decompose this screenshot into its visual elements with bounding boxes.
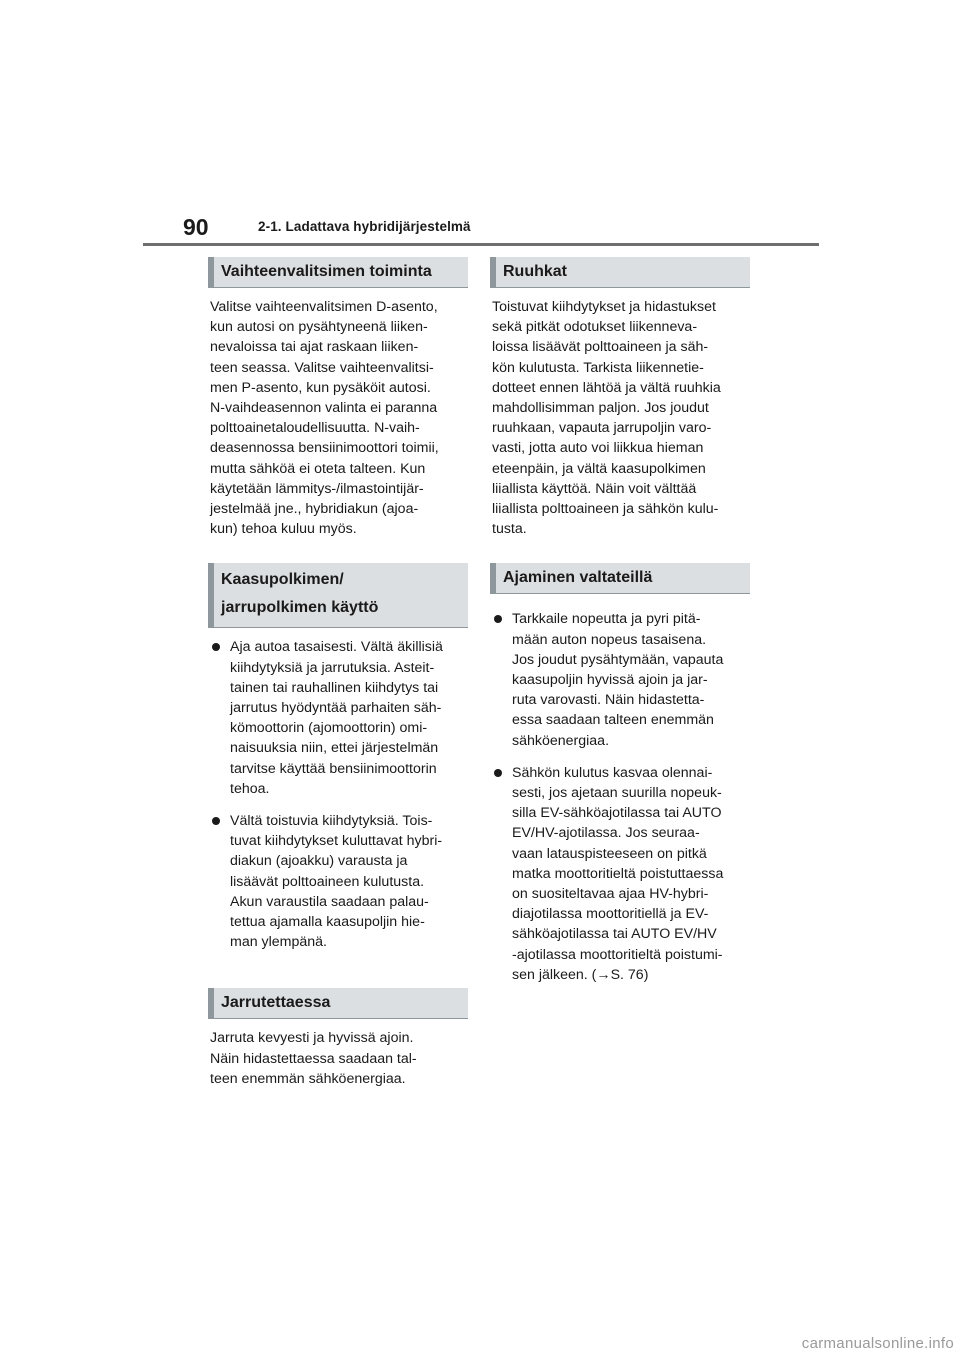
bullet-icon (494, 615, 502, 623)
paragraph-ruuhkat: Toistuvat kiihdytykset ja hidastukset sekä pitkät odotukset liikenneva- loissa lisäävät polttoaineen ja säh- kön kulutusta. Tarkista liikennetie- dotteet ennen lähtöä ja vältä ruuhkia mahdollisimman paljon. Jos joudut ruuhkaan, vapauta jarrupoljin varo- vasti, jotta auto voi liikkua hieman eteenpäin, ja vältä kaasupolkimen liiallista käyttöä. Näin voit välttää liiallista polttoaineen ja sähkön kulu- tusta. (492, 299, 721, 538)
bullet-icon (212, 817, 220, 825)
section-heading-valtatiet: Ajaminen valtateillä (490, 563, 750, 594)
watermark: carmanualsonline.info (801, 1335, 954, 1352)
header-rule (143, 243, 819, 246)
section-heading-jarrutettaessa: Jarrutettaessa (208, 988, 468, 1019)
list-item: Sähkön kulutus kasvaa olennai- sesti, jos ajetaan suurilla nopeuk- silla EV-sähköajotilassa tai AUTO EV/HV-ajotilassa. Jos seuraa- vaan latauspisteeseen on pitkä matka moottoritieltä poistuttaessa on suositeltavaa ajaa HV-hybri- diajotilassa moottoritiellä ja EV- sähköajotilassa tai AUTO EV/HV -ajotilassa moottoritieltä poistumi- sen jälkeen. (→S. 76) (492, 763, 750, 985)
paragraph-vaihteenvalitsin: Valitse vaihteenvalitsimen D-asento, kun autosi on pysähtyneenä liiken- nevaloissa tai ajat raskaan liiken- teen seassa. Valitse vaihteenvalitsi- men P-asento, kun pysäköit autosi. N-vaihdeasennon valinta ei paranna polttoainetaloudellisuutta. N-vaih- deasennossa bensiinimoottori toimii, mutta sähköä ei oteta talteen. Kun käytetään lämmitys-/ilmastointijär- jestelmää jne., hybridiakun (ajoa- kun) tehoa kuluu myös. (210, 299, 439, 538)
section-heading-polkimet: Kaasupolkimen/ jarrupolkimen käyttö (208, 563, 468, 628)
right-column (490, 257, 750, 997)
page-number: 90 (183, 214, 209, 240)
bullet-icon (494, 769, 502, 777)
left-column (208, 257, 468, 1089)
list-item: Aja autoa tasaisesti. Vältä äkillisiä kiihdytyksiä ja jarrutuksia. Asteit- tainen tai rauhallinen kiihdytys tai jarrutus hyödyntää parhaiten säh- kömoottorin (ajomoottorin) omi- naisuuksia niin, ettei järjestelmän tarvitse käyttää bensiinimoottorin tehoa. (210, 637, 468, 799)
list-item: Vältä toistuvia kiihdytyksiä. Tois- tuvat kiihdytykset kuluttavat hybri- diakun (ajoakku) varausta ja lisäävät polttoaineen kulutusta. Akun varaustila saadaan palau- tettua ajamalla kaasupoljin hie- man ylempänä. (210, 811, 468, 952)
section-heading-ruuhkat: Ruuhkat (490, 257, 750, 288)
paragraph-jarrutettaessa: Jarruta kevyesti ja hyvissä ajoin. Näin hidastettaessa saadaan tal- teen enemmän sähköenergiaa. (210, 1030, 417, 1087)
section-heading-vaihteenvalitsin: Vaihteenvalitsimen toiminta (208, 257, 468, 288)
bullet-icon (212, 643, 220, 651)
list-item: Tarkkaile nopeutta ja pyri pitä- mään auton nopeus tasaisena. Jos joudut pysähtymään, vapauta kaasupoljin hyvissä ajoin ja jar- ruta varovasti. Näin hidastetta- essa saadaan talteen enemmän sähköenergiaa. (492, 609, 750, 750)
chapter-title: 2-1. Ladattava hybridijärjestelmä (258, 219, 471, 234)
